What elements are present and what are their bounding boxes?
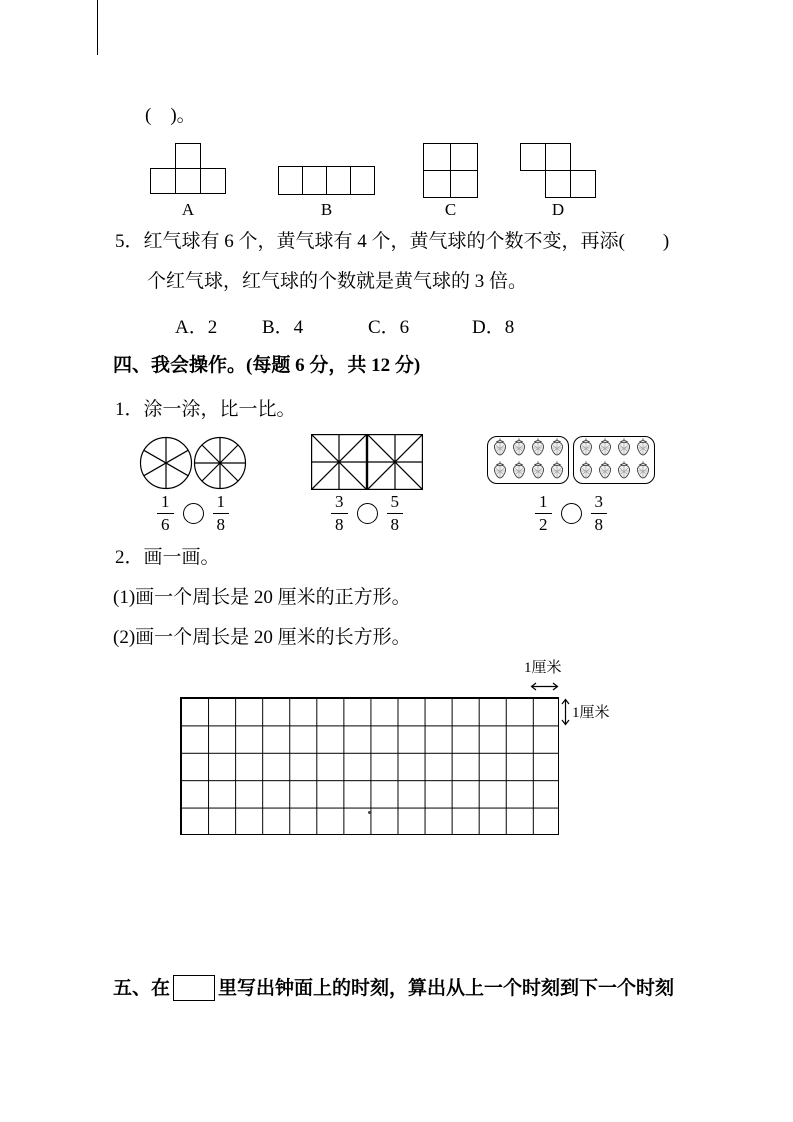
section5-text: [113, 975, 674, 1001]
circle-figure-eighths: [193, 436, 247, 490]
shape-label-d: D: [551, 200, 565, 219]
strawberry-group: [489, 437, 568, 482]
answer-blank: ( )。: [145, 105, 196, 126]
strawberry-icon: [494, 461, 505, 478]
stray-dot: [368, 811, 371, 814]
strawberry-box-left: [487, 436, 569, 484]
strawberry-icon: [599, 438, 610, 455]
section5-after: 里写出钟面上的时刻，算出从上一个时刻到下一个时刻: [218, 978, 675, 999]
shape-label-a: A: [181, 200, 195, 219]
compare-circle: [561, 503, 582, 524]
fraction-one-eighth: $\frac{1}{8}$: [213, 492, 230, 534]
q2-label: 2．画一画。: [115, 547, 220, 568]
strawberry-icon: [599, 461, 610, 478]
strawberry-icon: [637, 438, 648, 455]
fraction-five-eighths: $\frac{5}{8}$: [387, 492, 404, 534]
section4-title: 四、我会操作。(每题 6 分，共 12 分): [113, 355, 421, 376]
compare-circle: [183, 503, 204, 524]
strawberry-icon: [551, 438, 562, 455]
strawberry-box-right: [573, 436, 655, 484]
strawberry-icon: [513, 461, 524, 478]
page-edge-line: [97, 0, 98, 55]
fraction-one-half: $\frac{1}{2}$: [535, 492, 552, 534]
q5-line1: 5．红气球有 6 个，黄气球有 4 个，黄气球的个数不变，再添( ): [115, 231, 670, 252]
strawberry-icon: [513, 438, 524, 455]
strawberry-icon: [532, 461, 543, 478]
fraction-three-eighths: $\frac{3}{8}$: [591, 492, 608, 534]
shape-label-c: C: [444, 200, 457, 219]
q5-option-d: D．8: [472, 317, 515, 338]
strawberry-icon: [618, 461, 629, 478]
answer-box: [173, 975, 215, 1001]
fraction-one-sixth: $\frac{1}{6}$: [157, 492, 174, 534]
q5-option-a: A．2: [175, 317, 218, 338]
strawberry-icon: [580, 438, 591, 455]
shape-option-d: [520, 143, 596, 198]
shape-option-c: [423, 143, 478, 198]
q2-sub1: (1)画一个周长是 20 厘米的正方形。: [113, 587, 411, 608]
shape-label-b: B: [320, 200, 333, 219]
q5-option-b: B．4: [262, 317, 304, 338]
cm-width-label: 1厘米: [524, 660, 562, 676]
q2-sub2: (2)画一个周长是 20 厘米的长方形。: [113, 627, 411, 648]
q5-line2: 个红气球，红气球的个数就是黄气球的 3 倍。: [147, 271, 528, 292]
drawing-grid: [180, 697, 559, 835]
width-arrow-icon: [530, 681, 559, 692]
strawberry-icon: [580, 461, 591, 478]
strawberry-icon: [494, 438, 505, 455]
shape-option-b: [278, 166, 375, 195]
strawberry-group: [575, 437, 654, 482]
compare-row-2: [311, 492, 423, 534]
square-figure-right: [367, 434, 423, 490]
cm-height-label: 1厘米: [572, 705, 610, 721]
strawberry-icon: [637, 461, 648, 478]
fraction-three-eighths: $\frac{3}{8}$: [331, 492, 348, 534]
compare-row-3: [487, 492, 655, 534]
compare-row-1: [139, 492, 247, 534]
compare-circle: [357, 503, 378, 524]
q1-label: 1．涂一涂，比一比。: [115, 399, 296, 420]
strawberry-icon: [618, 438, 629, 455]
section5-before: 五、在: [113, 978, 171, 999]
strawberry-icon: [551, 461, 562, 478]
square-figure-left: [311, 434, 367, 490]
circle-figure-sixths: [139, 436, 193, 490]
shape-option-a: [150, 143, 226, 194]
height-arrow-icon: [560, 698, 571, 726]
strawberry-icon: [532, 438, 543, 455]
q5-option-c: C．6: [368, 317, 410, 338]
